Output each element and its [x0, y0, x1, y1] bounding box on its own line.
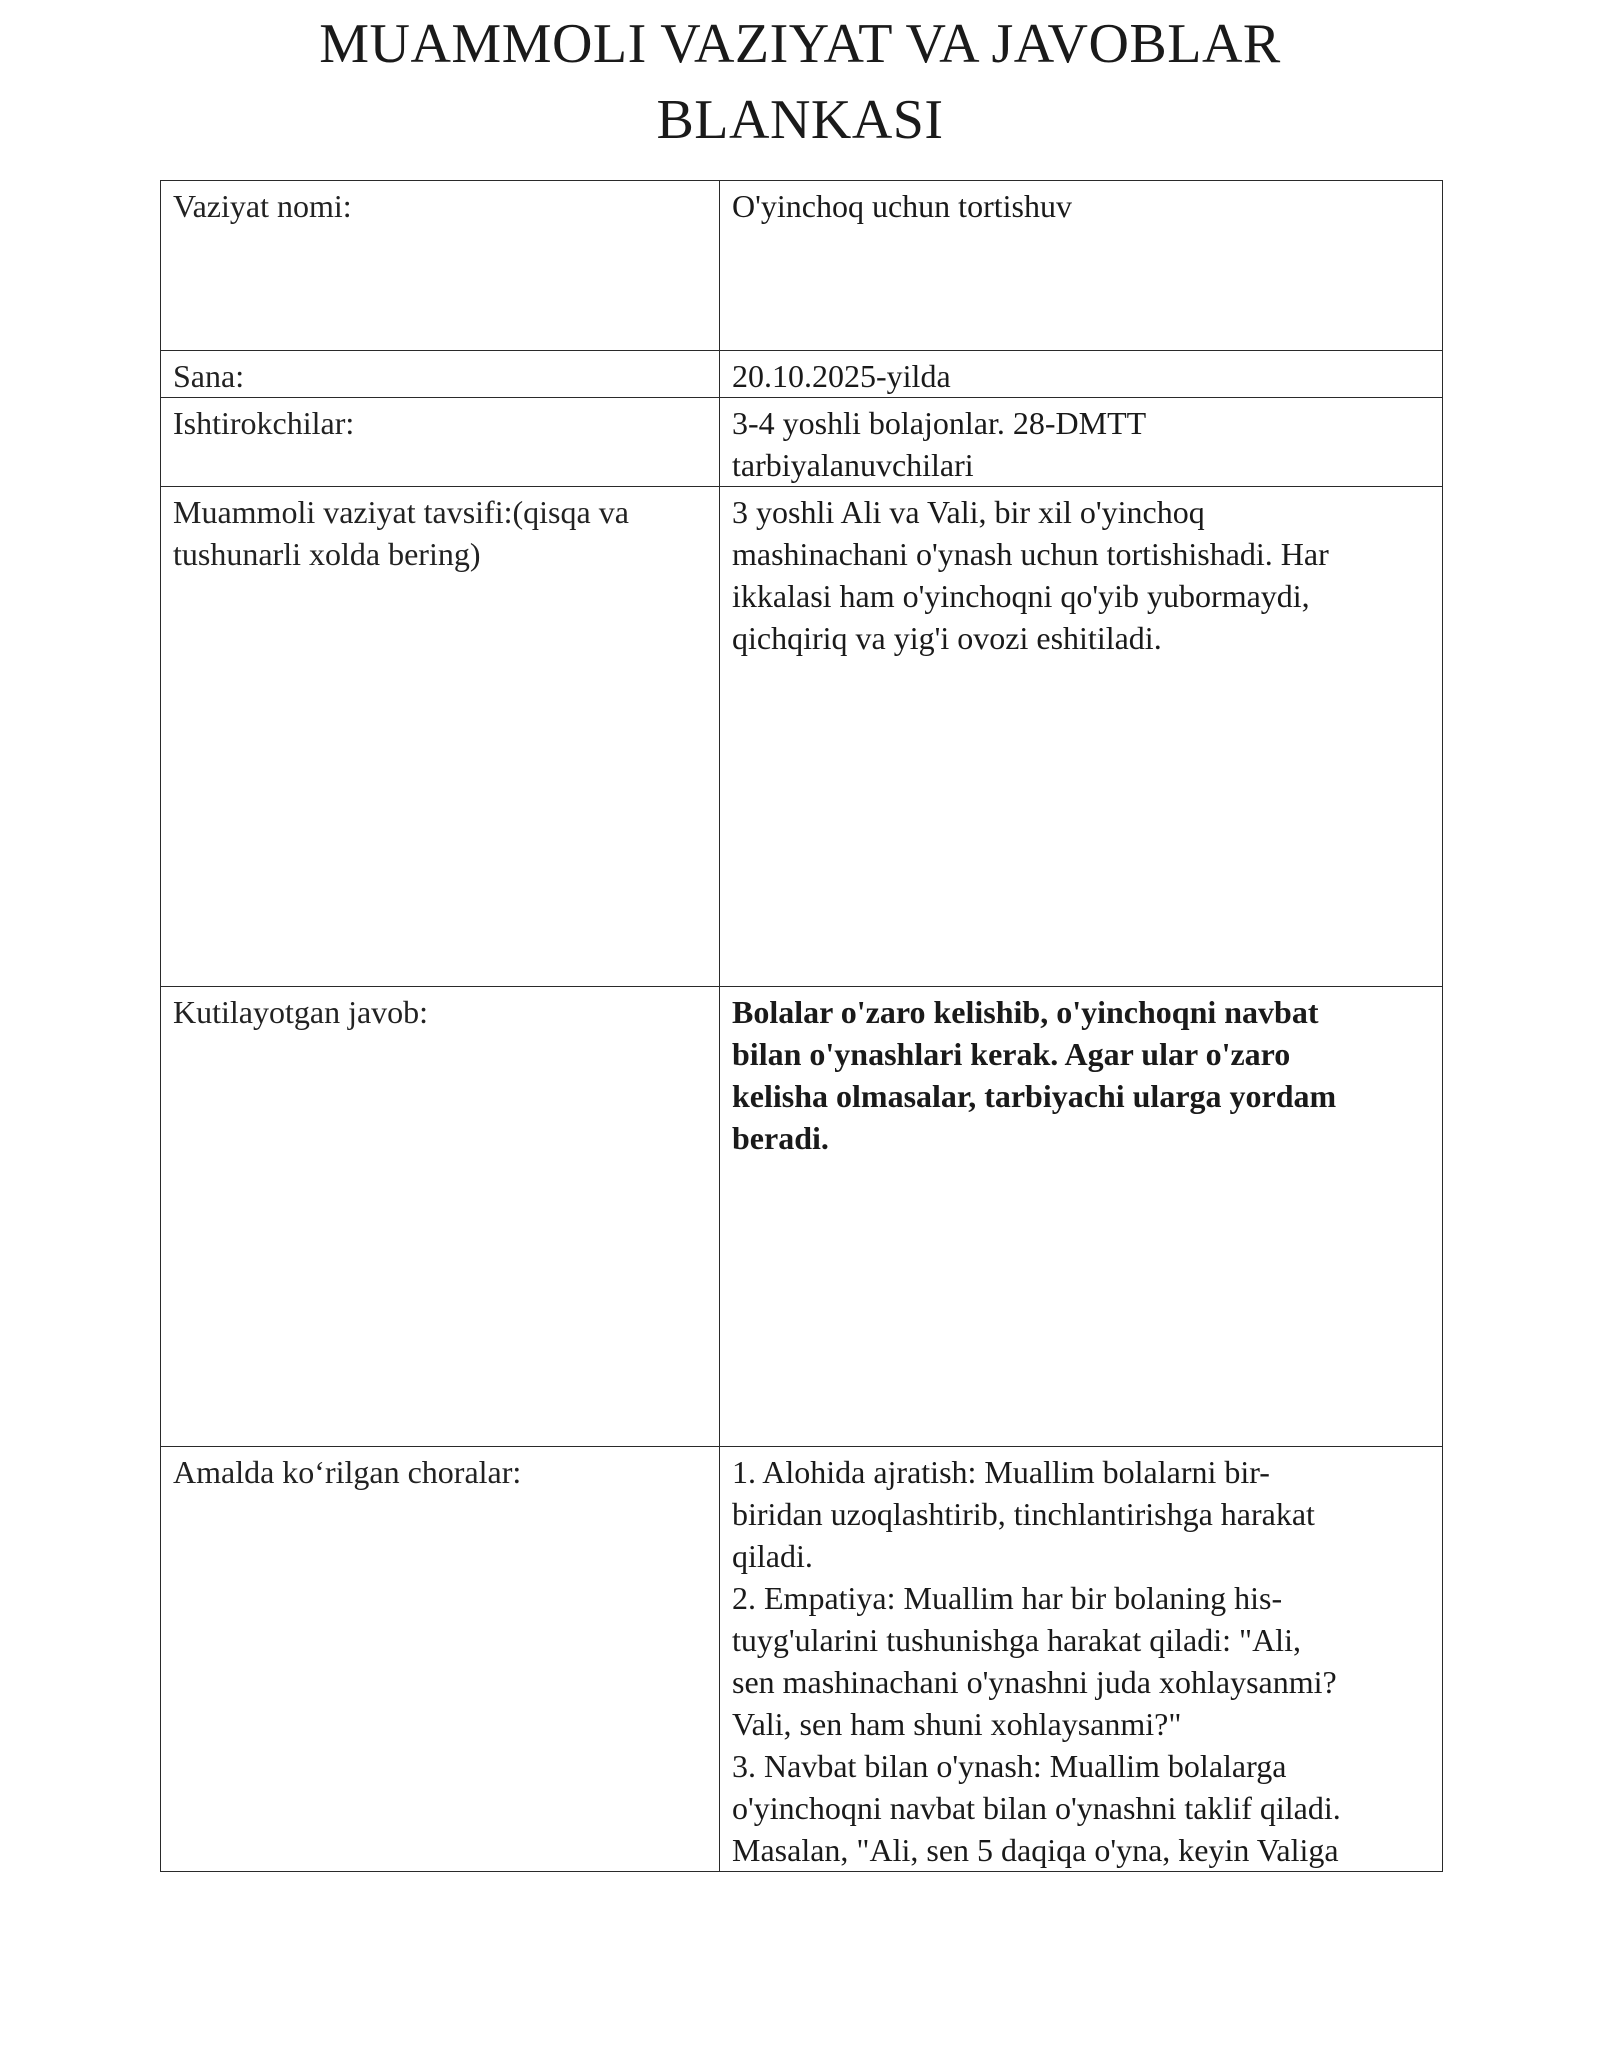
- table-row-vaziyat-nomi: [161, 181, 1443, 351]
- field-value-sana: 20.10.2025-yilda: [720, 351, 1443, 398]
- field-label-tavsif: [161, 487, 720, 987]
- field-label-sana: Sana:: [161, 351, 720, 398]
- text-line: mashinachani o'ynash uchun tortishishadi. Har: [732, 536, 1329, 572]
- page-title-line-1: MUAMMOLI VAZIYAT VA JAVOBLAR: [319, 13, 1281, 75]
- text-line: tuyg'ularini tushunishga harakat qiladi: "Ali,: [732, 1622, 1301, 1658]
- text-line: o'yinchoqni navbat bilan o'ynashni taklif qiladi.: [732, 1790, 1341, 1826]
- text-line: biridan uzoqlashtirib, tinchlantirishga harakat: [732, 1496, 1315, 1532]
- text-line: tarbiyalanuvchilari: [732, 447, 974, 483]
- text-line: Masalan, "Ali, sen 5 daqiqa o'yna, keyin Valiga: [732, 1832, 1339, 1868]
- field-value-ishtirokchilar: [720, 398, 1443, 487]
- text-line: qiladi.: [732, 1538, 813, 1574]
- text-line: 3-4 yoshli bolajonlar. 28-DMTT: [732, 405, 1147, 441]
- text-line: Vali, sen ham shuni xohlaysanmi?": [732, 1706, 1182, 1742]
- table-row-ishtirokchilar: [161, 398, 1443, 487]
- table-row-sana: [161, 351, 1443, 398]
- form-table: [160, 180, 1443, 1872]
- text-line: 3. Navbat bilan o'ynash: Muallim bolalarga: [732, 1748, 1287, 1784]
- field-label-vaziyat-nomi: Vaziyat nomi:: [161, 181, 720, 351]
- text-line: sen mashinachani o'ynashni juda xohlaysanmi?: [732, 1664, 1337, 1700]
- table-row-kutilayotgan-javob: [161, 987, 1443, 1447]
- page-title-line-2: BLANKASI: [656, 89, 944, 151]
- field-label-ishtirokchilar: Ishtirokchilar:: [161, 398, 720, 487]
- field-value-vaziyat-nomi: O'yinchoq uchun tortishuv: [720, 181, 1443, 351]
- text-line: Muammoli vaziyat tavsifi:(qisqa va: [173, 494, 629, 530]
- table-row-amalda-choralar: [161, 1447, 1443, 1872]
- text-line: beradi.: [732, 1120, 829, 1156]
- text-line: 1. Alohida ajratish: Muallim bolalarni bir-: [732, 1454, 1270, 1490]
- text-line: tushunarli xolda bering): [173, 536, 481, 572]
- field-value-kutilayotgan-javob: [720, 987, 1443, 1447]
- table-row-tavsif: [161, 487, 1443, 987]
- field-value-amalda-choralar: [720, 1447, 1443, 1872]
- text-line: Bolalar o'zaro kelishib, o'yinchoqni navbat: [732, 994, 1319, 1030]
- field-label-kutilayotgan-javob: Kutilayotgan javob:: [161, 987, 720, 1447]
- field-label-amalda-choralar: Amalda koʻrilgan choralar:: [161, 1447, 720, 1872]
- text-line: kelisha olmasalar, tarbiyachi ularga yordam: [732, 1078, 1337, 1114]
- text-line: ikkalasi ham o'yinchoqni qo'yib yubormaydi,: [732, 578, 1310, 614]
- text-line: 2. Empatiya: Muallim har bir bolaning his-: [732, 1580, 1283, 1616]
- page-title: [0, 6, 1600, 158]
- field-value-tavsif: [720, 487, 1443, 987]
- text-line: qichqiriq va yig'i ovozi eshitiladi.: [732, 620, 1162, 656]
- text-line: 3 yoshli Ali va Vali, bir xil o'yinchoq: [732, 494, 1205, 530]
- text-line: bilan o'ynashlari kerak. Agar ular o'zaro: [732, 1036, 1291, 1072]
